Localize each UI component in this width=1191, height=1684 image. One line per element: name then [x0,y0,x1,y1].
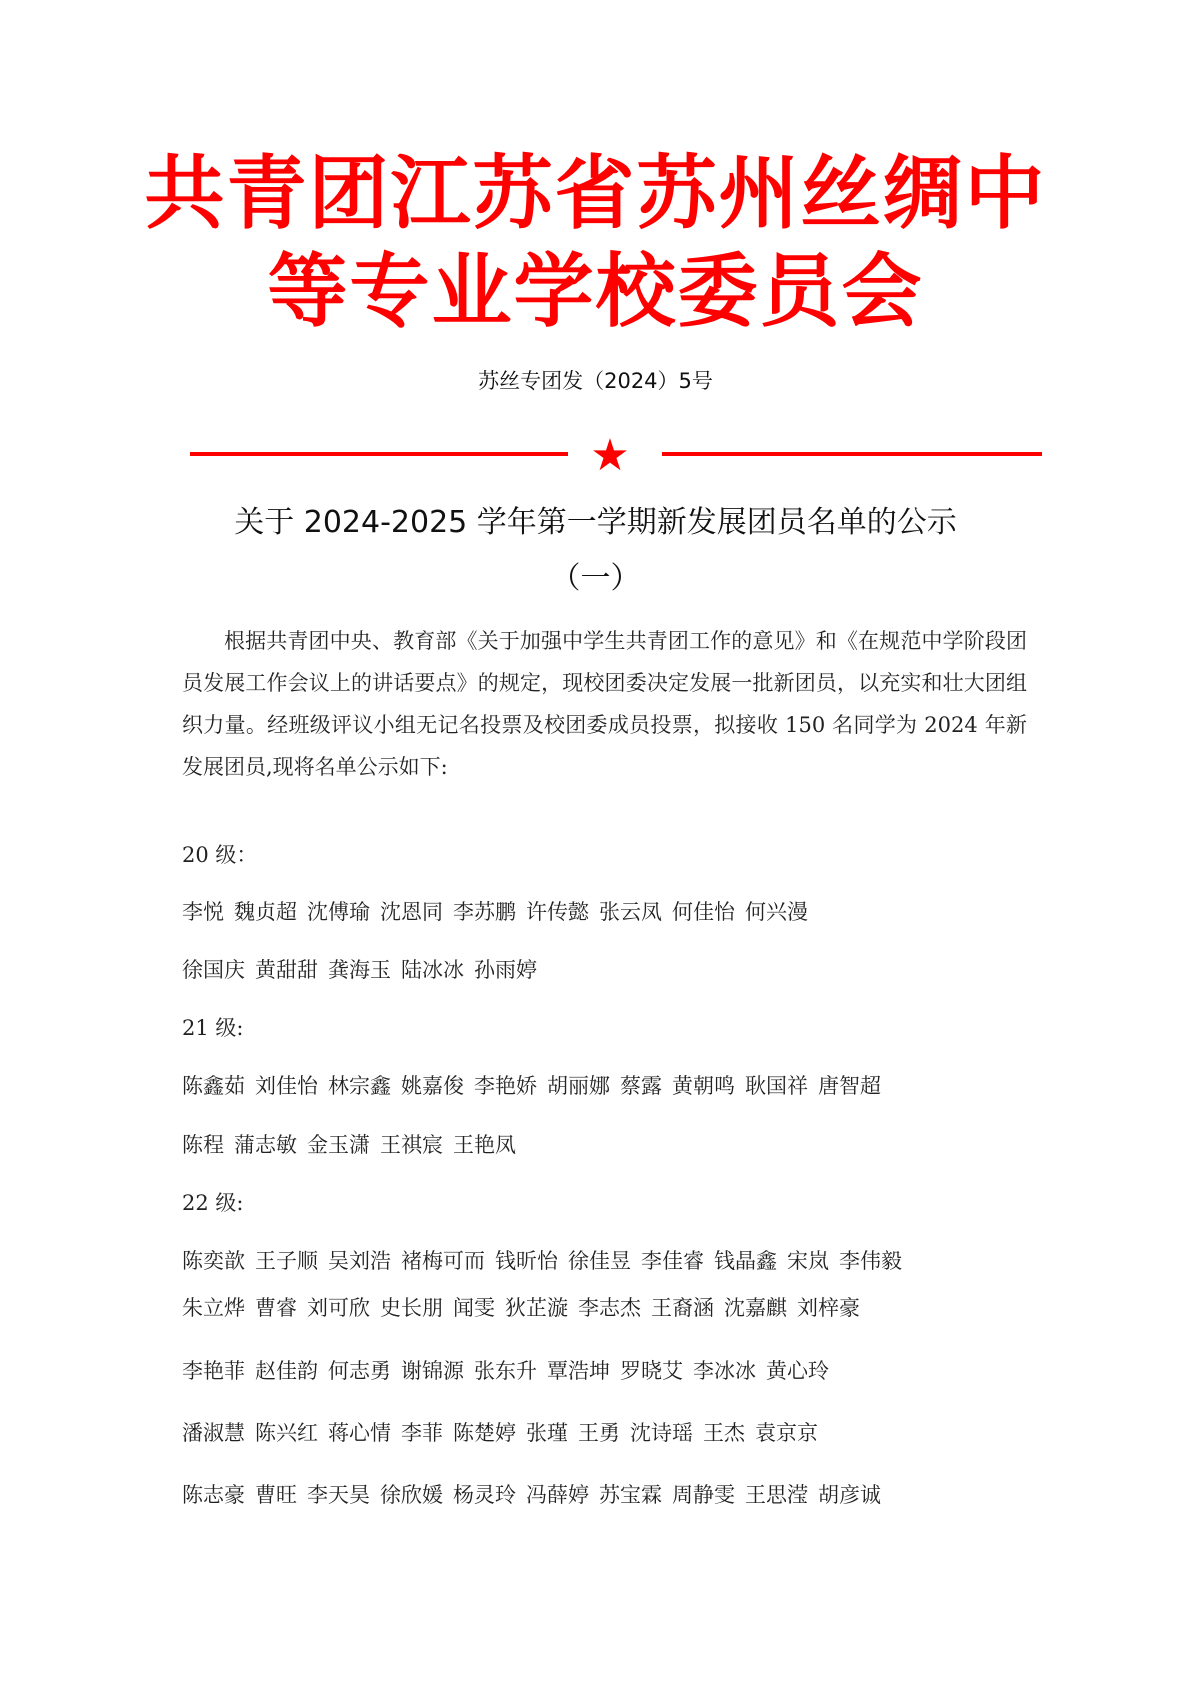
student-name: 黄朝鸣 [672,1074,735,1098]
grade-label-22: 22 级: [182,1191,244,1215]
student-name: 杨灵玲 [453,1483,516,1507]
name-row [182,897,1042,927]
student-name: 李艳菲 [182,1359,245,1383]
student-name: 曹睿 [255,1296,297,1320]
divider-left-bar [190,452,568,456]
student-name: 李悦 [182,900,224,924]
name-row [182,1480,1042,1510]
student-name: 褚梅可而 [401,1249,485,1273]
student-name: 陈程 [182,1133,224,1157]
student-name: 刘可欣 [307,1296,370,1320]
student-name: 谢锦源 [401,1359,464,1383]
notice-title: 关于 2024-2025 学年第一学期新发展团员名单的公示 [234,505,957,540]
name-row [182,955,1042,985]
name-row [182,1293,1042,1323]
org-title-line-2: 等专业学校委员会 [267,245,924,338]
student-name: 李冰冰 [693,1359,756,1383]
notice-subtitle: （一） [550,561,641,596]
student-name: 沈傅瑜 [307,900,370,924]
student-name: 何兴漫 [745,900,808,924]
student-name: 陆冰冰 [401,958,464,982]
divider-right-bar [662,452,1042,456]
student-name: 陈奕歆 [182,1249,245,1273]
student-name: 赵佳韵 [255,1359,318,1383]
student-name: 刘梓豪 [797,1296,860,1320]
student-name: 王祺宸 [380,1133,443,1157]
student-name: 王子顺 [255,1249,318,1273]
student-name: 陈鑫茹 [182,1074,245,1098]
red-divider [190,430,1042,489]
grade-label-21: 21 级: [182,1016,244,1040]
student-name: 朱立烨 [182,1296,245,1320]
student-name: 史长朋 [380,1296,443,1320]
student-name: 龚海玉 [328,958,391,982]
student-name: 陈兴红 [255,1421,318,1445]
student-name: 沈诗瑶 [630,1421,693,1445]
student-name: 李艳娇 [474,1074,537,1098]
student-name: 蔡露 [620,1074,662,1098]
student-name: 宋岚 [787,1249,829,1273]
student-name: 闻雯 [453,1296,495,1320]
student-name: 徐国庆 [182,958,245,982]
student-name: 魏贞超 [234,900,297,924]
student-name: 许传懿 [526,900,589,924]
student-name: 金玉潇 [307,1133,370,1157]
student-name: 李伟毅 [839,1249,902,1273]
student-name: 吴刘浩 [328,1249,391,1273]
student-name: 唐智超 [818,1074,881,1098]
student-name: 王艳凤 [453,1133,516,1157]
student-name: 袁京京 [755,1421,818,1445]
student-name: 孙雨婷 [474,958,537,982]
student-name: 曹旺 [255,1483,297,1507]
student-name: 苏宝霖 [599,1483,662,1507]
student-name: 王思滢 [745,1483,808,1507]
star-icon: ★ [590,430,630,481]
document-number: 苏丝专团发（2024）5号 [478,369,713,393]
student-name: 黄甜甜 [255,958,318,982]
student-name: 蒲志敏 [234,1133,297,1157]
student-name: 胡彦诚 [818,1483,881,1507]
org-title-line-1: 共青团江苏省苏州丝绸中 [144,147,1047,240]
student-name: 钱晶鑫 [714,1249,777,1273]
student-name: 林宗鑫 [328,1074,391,1098]
intro-paragraph: 根据共青团中央、教育部《关于加强中学生共青团工作的意见》和《在规范中学阶段团员发展工作会议上的讲话要点》的规定，现校团委决定发展一批新团员，以充实和壮大团组织力量。经班级评议小组无记名投票及校团委成员投票，拟接收 150 名同学为 2024 年新发展团员,现将名单公示如下: [182,629,1027,779]
student-name: 刘佳怡 [255,1074,318,1098]
student-name: 覃浩坤 [547,1359,610,1383]
student-name: 张东升 [474,1359,537,1383]
student-name: 李苏鹏 [453,900,516,924]
student-name: 李天昊 [307,1483,370,1507]
student-name: 张瑾 [526,1421,568,1445]
student-name: 周静雯 [672,1483,735,1507]
student-name: 何志勇 [328,1359,391,1383]
student-name: 李佳睿 [641,1249,704,1273]
name-row [182,1356,1042,1386]
student-name: 何佳怡 [672,900,735,924]
student-name: 陈志豪 [182,1483,245,1507]
student-name: 陈楚婷 [453,1421,516,1445]
student-name: 胡丽娜 [547,1074,610,1098]
student-name: 蒋心情 [328,1421,391,1445]
student-name: 罗晓艾 [620,1359,683,1383]
student-name: 李志杰 [578,1296,641,1320]
student-name: 潘淑慧 [182,1421,245,1445]
student-name: 李菲 [401,1421,443,1445]
student-name: 钱昕怡 [495,1249,558,1273]
student-name: 姚嘉俊 [401,1074,464,1098]
student-name: 冯薛婷 [526,1483,589,1507]
name-row [182,1246,1042,1276]
student-name: 耿国祥 [745,1074,808,1098]
name-row [182,1418,1042,1448]
student-name: 王勇 [578,1421,620,1445]
student-name: 沈恩同 [380,900,443,924]
student-name: 王裔涵 [651,1296,714,1320]
student-name: 黄心玲 [766,1359,829,1383]
student-name: 王杰 [703,1421,745,1445]
student-name: 沈嘉麒 [724,1296,787,1320]
name-row [182,1071,1042,1101]
name-row [182,1130,1042,1160]
student-name: 狄芷漩 [505,1296,568,1320]
grade-label-20: 20 级： [182,843,258,867]
student-name: 徐欣媛 [380,1483,443,1507]
student-name: 张云凤 [599,900,662,924]
student-name: 徐佳昱 [568,1249,631,1273]
